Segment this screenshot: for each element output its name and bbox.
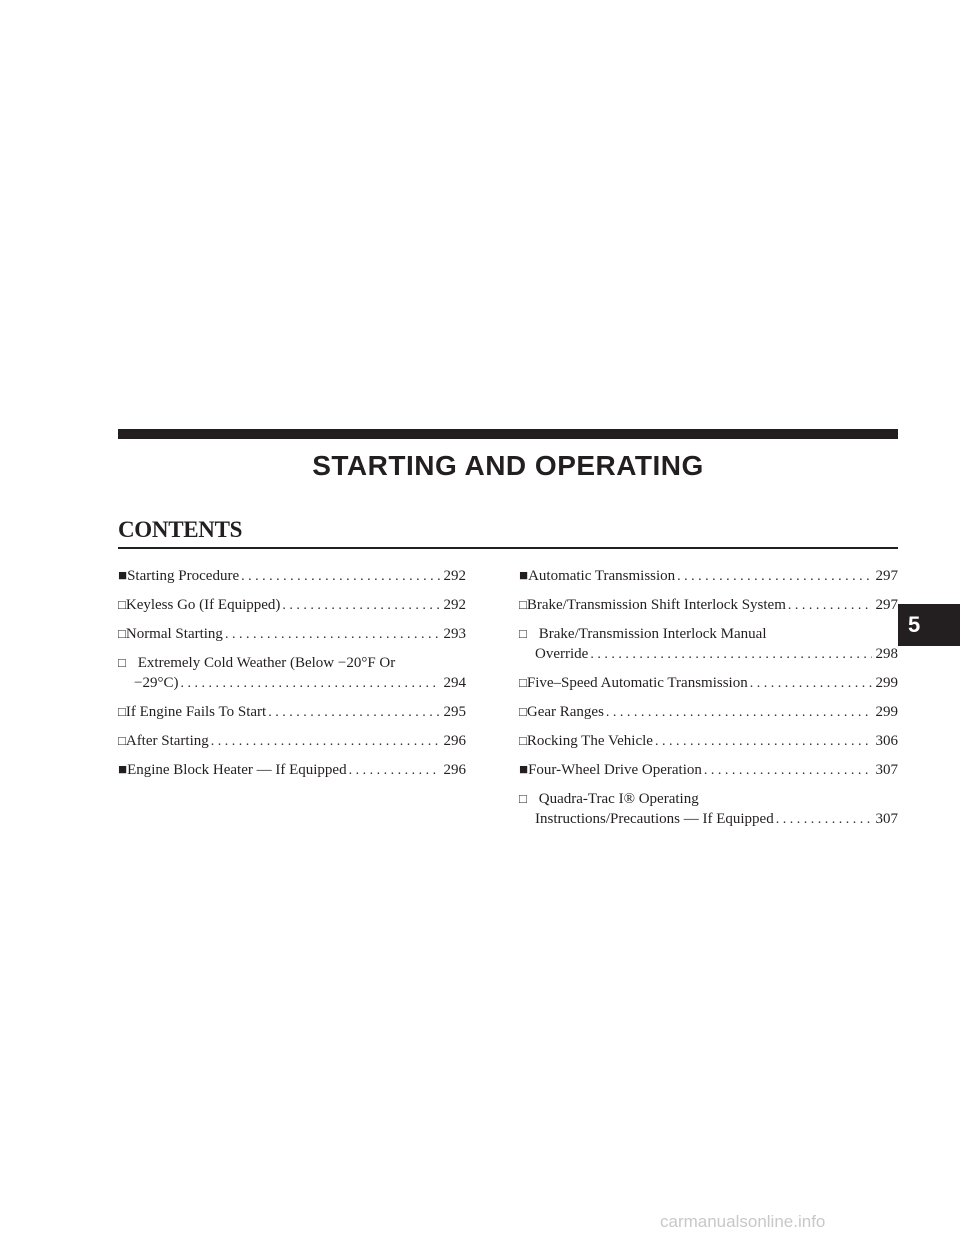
dot-leader [225,625,440,645]
toc-entry-title: Automatic Transmission [528,568,676,584]
toc-entry-title: Keyless Go (If Equipped) [125,597,281,613]
toc-entry-title: Gear Ranges [526,704,604,720]
toc-entry-quadra-trac-instructions[interactable] [519,789,898,830]
toc-entry-title: If Engine Fails To Start [125,704,267,720]
open-square-bullet-icon: □ [519,791,527,806]
filled-square-bullet-icon: ■ [118,568,128,584]
toc-entry-shift-interlock-system[interactable] [519,595,898,616]
dot-leader [241,567,439,587]
open-square-bullet-icon: □ [519,597,527,612]
toc-entry-five-speed-transmission[interactable] [519,673,898,694]
open-square-bullet-icon: □ [519,675,527,690]
filled-square-bullet-icon: ■ [519,568,529,584]
chapter-title: STARTING AND OPERATING [312,450,704,481]
toc-entry-title: Override [535,646,589,662]
dot-leader [268,703,439,723]
toc-entry-engine-block-heater[interactable] [118,760,466,781]
toc-entry-title: Five–Speed Automatic Transmission [526,675,748,691]
toc-page-number: 296 [443,733,466,749]
toc-entry-extremely-cold-weather[interactable] [118,653,466,694]
toc-entry-title-line1: Brake/Transmission Interlock Manual [538,626,767,642]
filled-square-bullet-icon: ■ [519,762,529,778]
toc-entry-starting-procedure[interactable] [118,566,466,587]
toc-entry-after-starting[interactable] [118,731,466,752]
toc-entry-four-wheel-drive[interactable] [519,760,898,781]
toc-entry-title: Starting Procedure [127,568,240,584]
toc-right-column [519,566,898,838]
dot-leader [677,567,871,587]
toc-page-number: 307 [875,811,898,827]
open-square-bullet-icon: □ [519,733,527,748]
toc-page-number: 298 [875,646,898,662]
dot-leader [750,674,872,694]
open-square-bullet-icon: □ [519,704,527,719]
toc-entry-title: Rocking The Vehicle [526,733,653,749]
toc-entry-keyless-go[interactable] [118,595,466,616]
dot-leader [590,645,871,665]
dot-leader [655,732,872,752]
toc-entry-normal-starting[interactable] [118,624,466,645]
toc-entry-title: After Starting [125,733,209,749]
open-square-bullet-icon: □ [118,704,126,719]
toc-entry-title-line1: Quadra-Trac I® Operating [538,791,699,807]
dot-leader [788,596,872,616]
toc-page-number: 307 [875,762,898,778]
dot-leader [211,732,440,752]
dot-leader [776,810,872,830]
toc-page-number: 296 [443,762,466,778]
toc-entry-interlock-manual-override[interactable] [519,624,898,665]
dot-leader [180,674,439,694]
contents-heading: CONTENTS [118,517,243,542]
toc-page-number: 297 [875,568,898,584]
chapter-top-rule [118,429,898,439]
toc-page-number: 293 [443,626,466,642]
dot-leader [606,703,872,723]
toc-page-number: 299 [875,704,898,720]
toc-entry-automatic-transmission[interactable] [519,566,898,587]
toc-entry-title: Normal Starting [125,626,223,642]
contents-rule [118,547,898,549]
chapter-tab: 5 [898,604,960,646]
toc-page-number: 292 [443,568,466,584]
open-square-bullet-icon: □ [118,655,126,670]
toc-page-number: 306 [875,733,898,749]
toc-entry-title: Brake/Transmission Shift Interlock System [526,597,786,613]
dot-leader [349,761,440,781]
toc-entry-title: Instructions/Precautions — If Equipped [535,811,774,827]
dot-leader [704,761,872,781]
toc-entry-rocking-the-vehicle[interactable] [519,731,898,752]
dot-leader [282,596,439,616]
open-square-bullet-icon: □ [118,626,126,641]
toc-entry-title: Four-Wheel Drive Operation [528,762,702,778]
open-square-bullet-icon: □ [519,626,527,641]
toc-page-number: 297 [875,597,898,613]
toc-entry-if-engine-fails-to-start[interactable] [118,702,466,723]
toc-page-number: 295 [443,704,466,720]
open-square-bullet-icon: □ [118,733,126,748]
toc-page-number: 299 [875,675,898,691]
toc-entry-title-line1: Extremely Cold Weather (Below −20°F Or [137,655,396,671]
toc-entry-title: Engine Block Heater — If Equipped [127,762,347,778]
watermark: carmanualsonline.info [660,1212,826,1231]
toc-entry-gear-ranges[interactable] [519,702,898,723]
toc-left-column [118,566,466,789]
toc-page-number: 294 [443,675,466,691]
toc-page-number: 292 [443,597,466,613]
open-square-bullet-icon: □ [118,597,126,612]
toc-entry-title: −29°C) [134,675,179,691]
filled-square-bullet-icon: ■ [118,762,128,778]
